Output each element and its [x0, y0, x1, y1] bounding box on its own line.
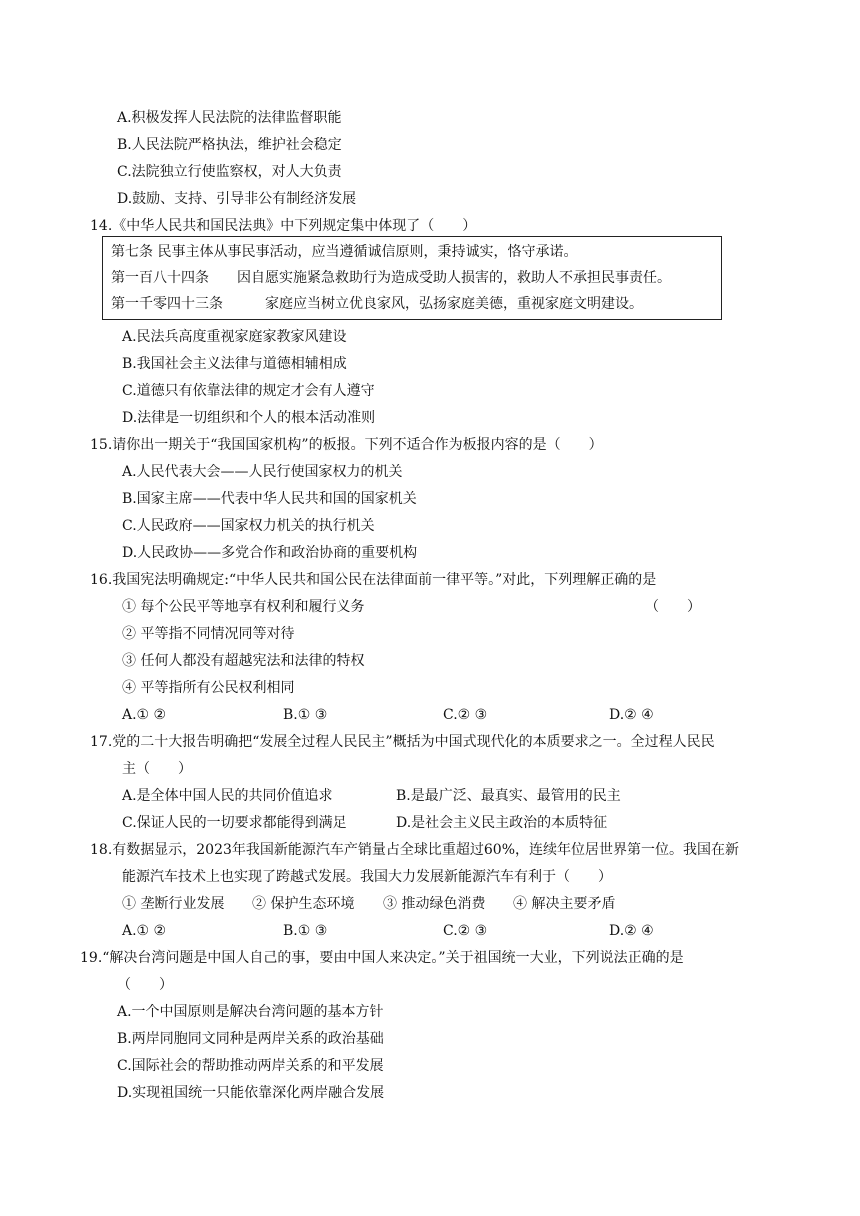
q15-stem: 15.请你出一期关于“我国国家机构”的板报。下列不适合作为板报内容的是（ ） [90, 437, 603, 453]
q14-quote-box [102, 236, 722, 320]
q14-option-a: A.民法兵高度重视家庭家教家风建设 [122, 329, 347, 345]
q18-item-2: ② 保护生态环境 [252, 896, 355, 912]
q16-choice-d: D.② ④ [609, 707, 654, 723]
q19-option-d: D.实现祖国统一只能依靠深化两岸融合发展 [117, 1085, 385, 1101]
q19-option-b: B.两岸同胞同文同种是两岸关系的政治基础 [117, 1031, 384, 1047]
q18-stem-line2: 能源汽车技术上也实现了跨越式发展。我国大力发展新能源汽车有利于（ ） [122, 869, 612, 885]
q16-item-4: ④ 平等指所有公民权利相同 [122, 680, 295, 696]
q19-option-c: C.国际社会的帮助推动两岸关系的和平发展 [117, 1058, 384, 1074]
q16-item-1: ① 每个公民平等地享有权利和履行义务 [122, 599, 365, 615]
q18-stem-line1: 18.有数据显示，2023年我国新能源汽车产销量占全球比重超过60%，连续年位居世界第一位。我国在新 [90, 842, 740, 858]
q13-option-d: D.鼓励、支持、引导非公有制经济发展 [117, 191, 357, 207]
q13-option-c: C.法院独立行使监察权，对人大负责 [117, 164, 342, 180]
q18-choice-d: D.② ④ [609, 923, 654, 939]
q17-stem-line2: 主（ ） [122, 761, 192, 777]
q14-option-c: C.道德只有依靠法律的规定才会有人遵守 [122, 383, 375, 399]
q18-item-3: ③ 推动绿色消费 [383, 896, 486, 912]
q17-stem-line1: 17.党的二十大报告明确把“发展全过程人民民主”概括为中国式现代化的本质要求之一。全过程人民民 [90, 734, 715, 750]
q19-stem-line1: 19.“解决台湾问题是中国人自己的事，要由中国人来决定。”关于祖国统一大业，下列说法正确的是 [80, 950, 684, 966]
q16-item-2: ② 平等指不同情况同等对待 [122, 626, 295, 642]
q15-option-b: B.国家主席——代表中华人民共和国的国家机关 [122, 491, 417, 507]
q19-stem-line2: （ ） [117, 977, 173, 993]
q14-article-7: 第七条 民事主体从事民事活动，应当遵循诚信原则，秉持诚实，恪守承诺。 [111, 244, 578, 260]
q16-choice-b: B.① ③ [283, 707, 328, 723]
q16-choice-a: A.① ② [122, 707, 167, 723]
q16-answer-paren: （ ） [645, 599, 701, 615]
q18-item-1: ① 垄断行业发展 [122, 896, 225, 912]
q18-choice-b: B.① ③ [283, 923, 328, 939]
q18-choice-c: C.② ③ [443, 923, 488, 939]
q16-stem: 16.我国宪法明确规定:“中华人民共和国公民在法律面前一律平等。”对此，下列理解正确的是 [90, 572, 657, 588]
q13-option-b: B.人民法院严格执法，维护社会稳定 [117, 137, 342, 153]
q14-article-184: 第一百八十四条 因自愿实施紧急救助行为造成受助人损害的，救助人不承担民事责任。 [111, 270, 671, 286]
q18-item-4: ④ 解决主要矛盾 [513, 896, 616, 912]
q15-option-a: A.人民代表大会——人民行使国家权力的机关 [122, 464, 403, 480]
q18-choice-a: A.① ② [122, 923, 167, 939]
q14-option-b: B.我国社会主义法律与道德相辅相成 [122, 356, 347, 372]
q17-option-b: B.是最广泛、最真实、最管用的民主 [396, 788, 621, 804]
q14-stem: 14.《中华人民共和国民法典》中下列规定集中体现了（ ） [90, 218, 477, 234]
q17-option-a: A.是全体中国人民的共同价值追求 [122, 788, 333, 804]
q13-option-a: A.积极发挥人民法院的法律监督职能 [117, 110, 342, 126]
q19-option-a: A.一个中国原则是解决台湾问题的基本方针 [117, 1004, 384, 1020]
q16-choice-c: C.② ③ [443, 707, 488, 723]
q16-item-3: ③ 任何人都没有超越宪法和法律的特权 [122, 653, 365, 669]
q14-option-d: D.法律是一切组织和个人的根本活动准则 [122, 410, 376, 426]
q15-option-c: C.人民政府——国家权力机关的执行机关 [122, 518, 375, 534]
q17-option-c: C.保证人民的一切要求都能得到满足 [122, 815, 347, 831]
q15-option-d: D.人民政协——多党合作和政治协商的重要机构 [122, 545, 418, 561]
q14-article-1043: 第一千零四十三条 家庭应当树立优良家风，弘扬家庭美德，重视家庭文明建设。 [111, 296, 643, 312]
q17-option-d: D.是社会主义民主政治的本质特征 [396, 815, 608, 831]
